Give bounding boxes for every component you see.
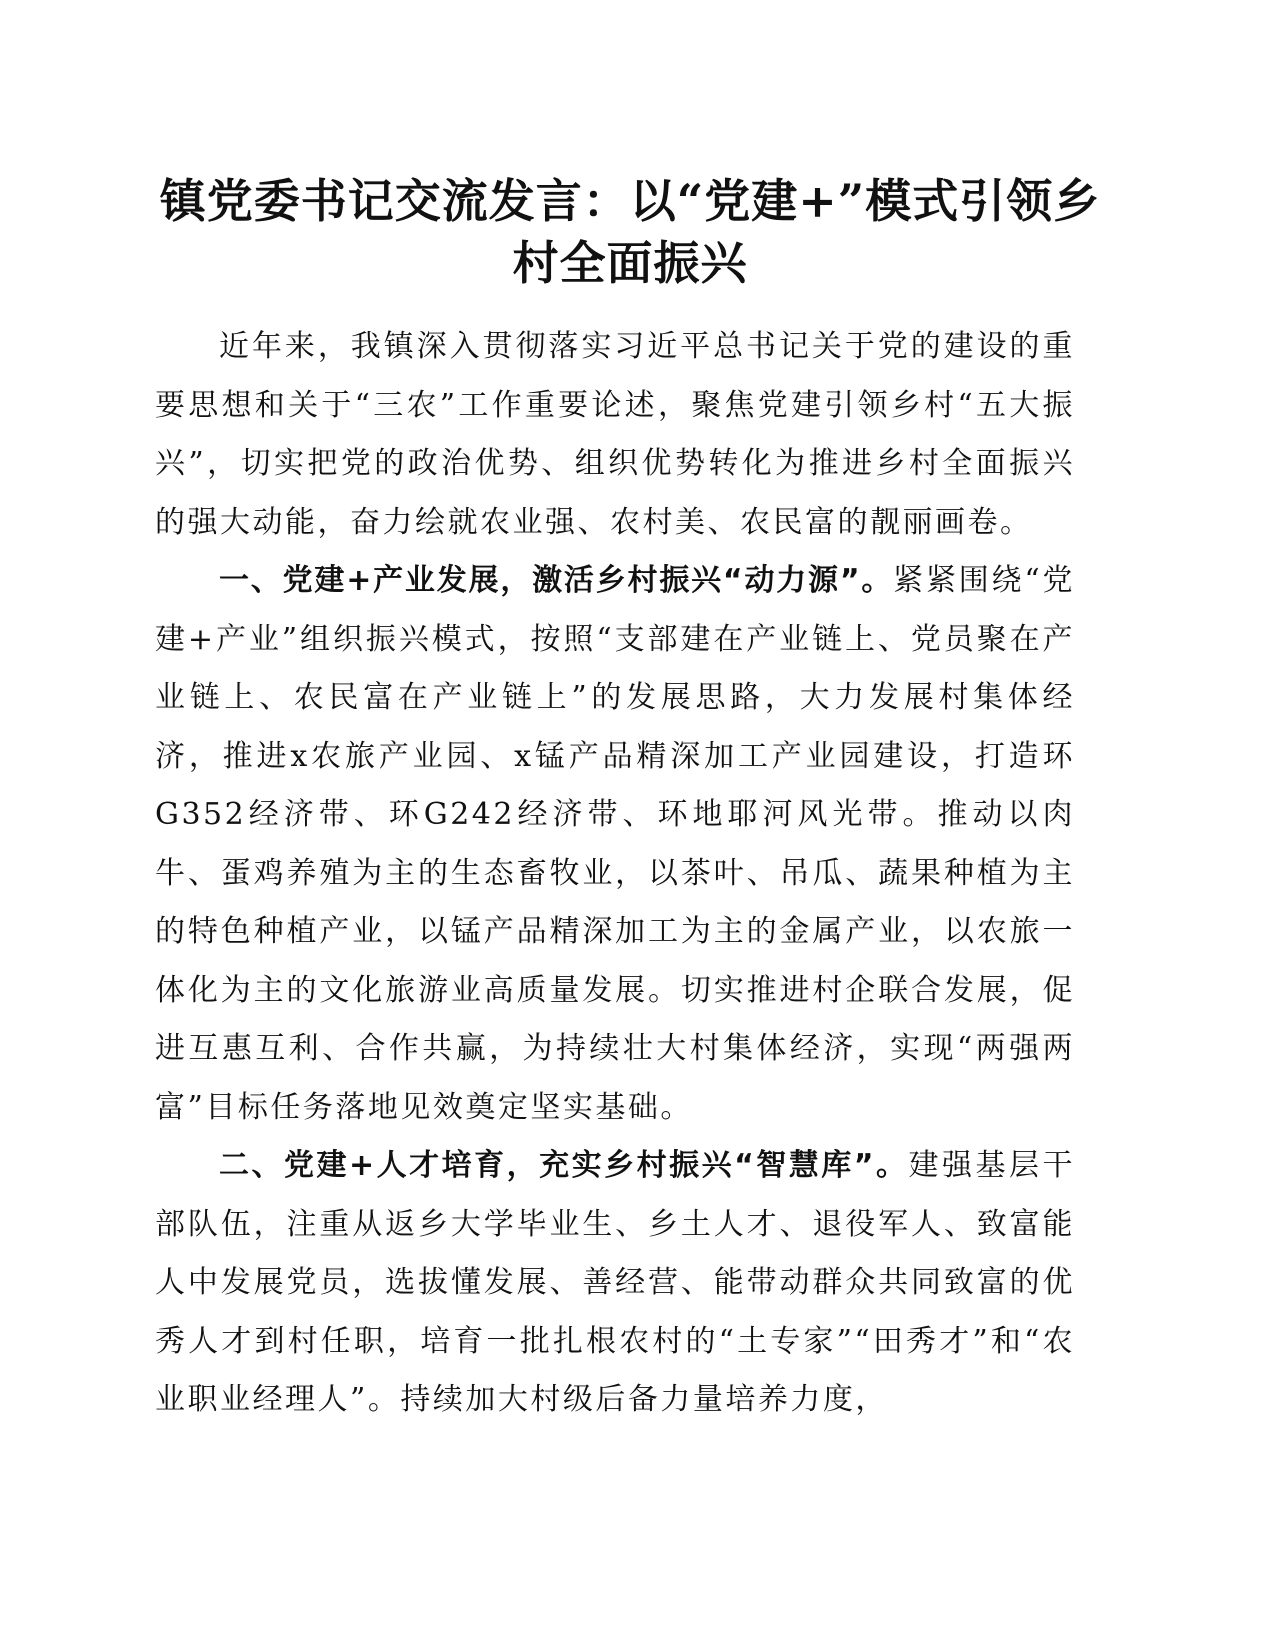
paragraph-intro — [155, 318, 1075, 552]
paragraph-section-2 — [155, 1137, 1075, 1430]
paragraph-text: 建强基层干部队伍，注重从返乡大学毕业生、乡土人才、退役军人、致富能人中发展党员，选拔懂发展、善经营、能带动群众共同致富的优秀人才到村任职，培育一批扎根农村的“土专家”“田秀才”和“农业职业经理人”。持续加大村级后备力量培养力度， — [155, 1148, 1076, 1417]
document-body — [155, 318, 1075, 1430]
paragraph-section-1 — [155, 552, 1075, 1137]
paragraph-text: 紧紧围绕“党建+产业”组织振兴模式，按照“支部建在产业链上、党员聚在产业链上、农民富在产业链上”的发展思路，大力发展村集体经济，推进x农旅产业园、x锰产品精深加工产业园建设，打造环G352经济带、环G242经济带、环地耶河风光带。推动以肉牛、蛋鸡养殖为主的生态畜牧业，以茶叶、吊瓜、蔬果种植为主的特色种植产业，以锰产品精深加工为主的金属产业，以农旅一体化为主的文化旅游业高质量发展。切实推进村企联合发展，促进互惠互利、合作共赢，为持续壮大村集体经济，实现“两强两富”目标任务落地见效奠定坚实基础。 — [155, 563, 1075, 1125]
document-title: 镇党委书记交流发言：以“党建+”模式引领乡村全面振兴 — [159, 174, 1101, 290]
paragraph-text: 近年来，我镇深入贯彻落实习近平总书记关于党的建设的重要思想和关于“三农”工作重要论述，聚焦党建引领乡村“五大振兴”，切实把党的政治优势、组织优势转化为推进乡村全面振兴的强大动能，奋力绘就农业强、农村美、农民富的靓丽画卷。 — [155, 329, 1075, 540]
section-heading: 二、党建+人才培育，充实乡村振兴“智慧库”。 — [219, 1148, 909, 1183]
section-heading: 一、党建+产业发展，激活乡村振兴“动力源”。 — [219, 563, 894, 598]
